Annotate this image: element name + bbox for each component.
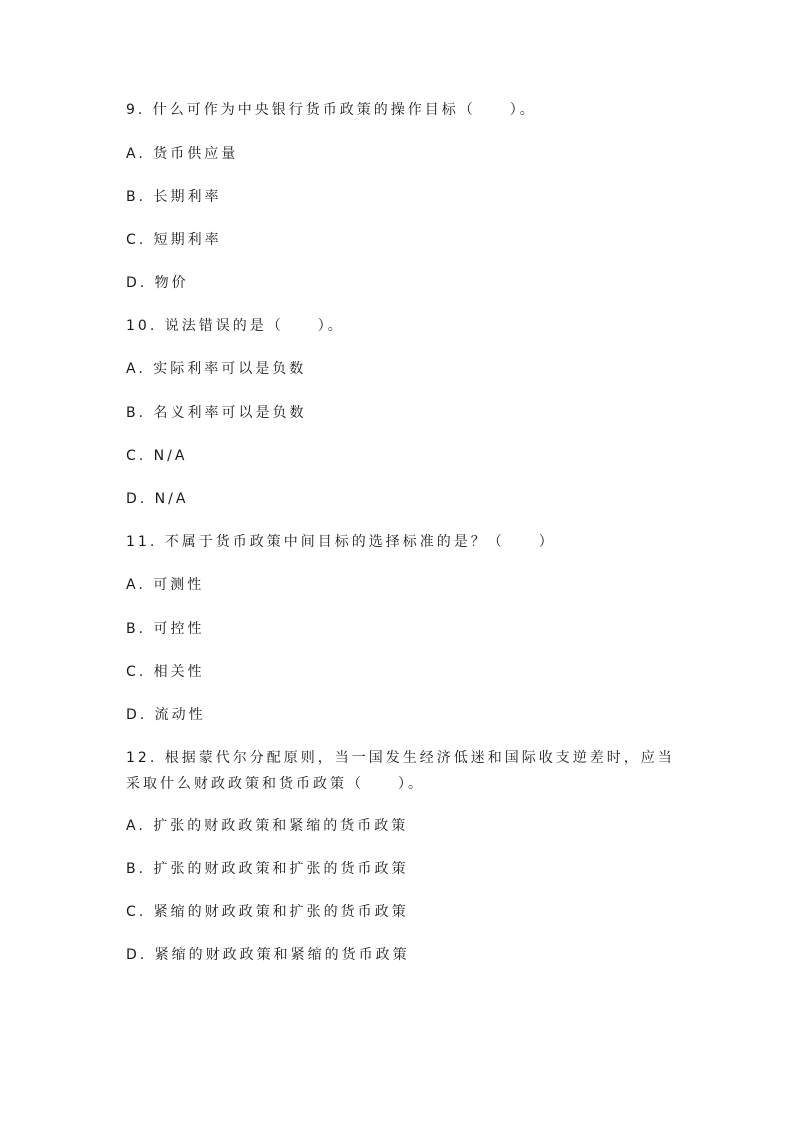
- question-11-option-b: B. 可控性: [126, 621, 205, 637]
- question-9-stem: 9. 什么可作为中央银行货币政策的操作目标（ ）。: [126, 102, 537, 118]
- question-12-option-c: C. 紧缩的财政政策和扩张的货币政策: [126, 904, 409, 920]
- question-9-option-a: A. 货币供应量: [126, 146, 239, 162]
- question-9-option-d: D. 物价: [126, 275, 189, 291]
- question-10-option-b: B. 名义利率可以是负数: [126, 405, 307, 421]
- question-9-option-b: B. 长期利率: [126, 189, 222, 205]
- question-12-stem: 12. 根据蒙代尔分配原则，当一国发生经济低迷和国际收支逆差时，应当采取什么财政政策和货币政策（ ）。: [126, 750, 675, 792]
- question-12-option-b: B. 扩张的财政政策和扩张的货币政策: [126, 861, 409, 877]
- question-10-option-a: A. 实际利率可以是负数: [126, 361, 307, 377]
- question-11-option-a: A. 可测性: [126, 577, 205, 593]
- question-12-option-a: A. 扩张的财政政策和紧缩的货币政策: [126, 818, 409, 834]
- question-12-option-d: D. 紧缩的财政政策和紧缩的货币政策: [126, 947, 410, 963]
- question-11-option-d: D. 流动性: [126, 707, 206, 723]
- question-10-stem: 10. 说法错误的是（ ）。: [126, 318, 345, 334]
- question-10-option-c: C. N/A: [126, 448, 188, 464]
- question-11-stem: 11. 不属于货币政策中间目标的选择标准的是？（ ）: [126, 534, 556, 550]
- question-10-option-d: D. N/A: [126, 491, 189, 507]
- question-11-option-c: C. 相关性: [126, 664, 205, 680]
- question-9-option-c: C. 短期利率: [126, 232, 222, 248]
